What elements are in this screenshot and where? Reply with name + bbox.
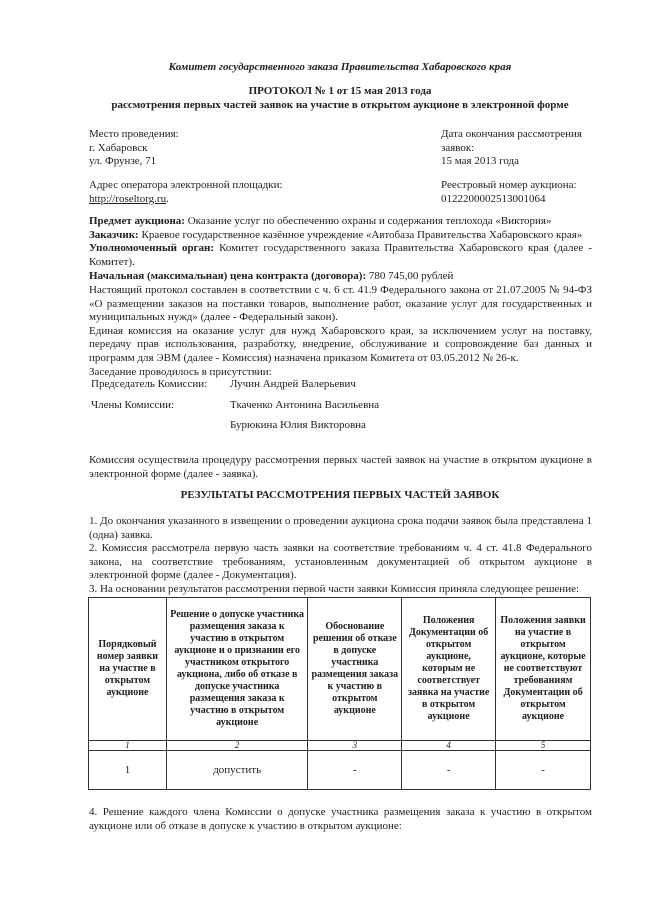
results-list	[89, 515, 592, 597]
operator-suffix: .	[166, 192, 169, 205]
column-number-row	[89, 741, 591, 751]
member-name: Ткаченко Антонина Васильевна	[230, 399, 380, 411]
table-cell: -	[402, 751, 496, 790]
place-street: ул. Фрунзе, 71	[89, 155, 157, 168]
result-item-3: 3. На основании результатов рассмотрения первой части заявки Комиссия приняла следующее решение:	[89, 582, 580, 595]
procedure-paragraph: Комиссия осуществила процедуру рассмотрения первых частей заявок на участие в открытом аукционе в электронной форме (далее - заявка).	[89, 454, 592, 480]
registry-label: Реестровый номер аукциона:	[441, 179, 577, 191]
registry-number: 0122200002513001064	[441, 192, 546, 205]
end-date-block	[441, 128, 582, 169]
attendance-label: Заседание проводилось в присутствии:	[89, 365, 272, 378]
operator-label: Адрес оператора электронной площадки:	[89, 179, 283, 191]
operator-link[interactable]: http://roseltorg.ru	[89, 192, 167, 205]
registry-block	[441, 179, 577, 206]
details-block	[89, 215, 592, 379]
column-number: 3	[308, 741, 402, 751]
chair-label: Председатель Комиссии:	[91, 378, 208, 390]
column-header: Обоснование решения об отказе в допуске участника размещения заказа к участию в открытом аукционе	[308, 598, 402, 741]
column-number: 1	[89, 741, 167, 751]
members-label: Члены Комиссии:	[91, 399, 175, 411]
result-item-1: 1. До окончания указанного в извещении о проведении аукциона срока подачи заявок была представлена 1 (одна) заявка.	[89, 515, 592, 541]
authority: Уполномоченный орган: Комитет государственного заказа Правительства Хабаровского края (далее - Комитет).	[89, 242, 592, 268]
organization-header: Комитет государственного заказа Правительства Хабаровского края	[168, 61, 512, 73]
customer: Заказчик: Краевое государственное казённое учреждение «Автобаза Правительства Хабаровского края»	[89, 228, 583, 241]
place-block	[89, 128, 179, 169]
protocol-subtitle: рассмотрения первых частей заявок на участие в открытом аукционе в электронной форме	[111, 99, 569, 111]
table-cell: -	[496, 751, 591, 790]
end-date-label-2: заявок:	[441, 141, 475, 154]
subject: Предмет аукциона: Оказание услуг по обеспечению охраны и содержания теплохода «Виктория»	[89, 215, 552, 227]
member-name: Бурюкина Юлия Викторовна	[230, 419, 366, 431]
table-cell: -	[308, 751, 402, 790]
price: Начальная (максимальная) цена контракта (договора): 780 745,00 рублей	[89, 270, 454, 283]
result-item-4: 4. Решение каждого члена Комиссии о допуске участника размещения заказа к участию в открытом аукционе или об отказе в допуске к участию в открытом аукционе:	[89, 806, 592, 832]
place-label: Место проведения:	[89, 128, 179, 140]
column-header: Положения Документации об открытом аукционе, которым не соответствует заявка на участие в открытом аукционе	[402, 598, 496, 741]
basis-paragraph: Настоящий протокол составлен в соответствии с ч. 6 ст. 41.9 Федерального закона от 21.07.2005 № 94-ФЗ «О размещении заказов на поставки товаров, выполнение работ, оказание услуг для государственных и муниципальных нужд» (далее - Федеральный закон).	[89, 283, 592, 324]
decision-table	[88, 597, 591, 790]
results-heading: РЕЗУЛЬТАТЫ РАССМОТРЕНИЯ ПЕРВЫХ ЧАСТЕЙ ЗАЯВОК	[180, 489, 500, 501]
chair-name: Лучин Андрей Валерьевич	[230, 378, 356, 390]
column-header: Решение о допуске участника размещения заказа к участию в открытом аукционе и о признании его участником открытого аукциона, либо об отказе в допуске участника размещения заказа к участию в открытом аукционе	[166, 598, 308, 741]
column-number: 5	[496, 741, 591, 751]
table-row	[89, 751, 591, 790]
column-header: Порядковый номер заявки на участие в открытом аукционе	[89, 598, 167, 741]
column-number: 4	[402, 741, 496, 751]
end-date-label: Дата окончания рассмотрения	[441, 128, 582, 140]
protocol-title: ПРОТОКОЛ № 1 от 15 мая 2013 года	[248, 85, 432, 97]
end-date: 15 мая 2013 года	[441, 155, 519, 168]
column-number: 2	[166, 741, 308, 751]
table-cell: допустить	[166, 751, 308, 790]
commission-paragraph: Единая комиссия на оказание услуг для нужд Хабаровского края, за исключением услуг на поставку, передачу прав использования, разработку, внедрение, обслуживание и сопровождение баз данных и программ для ЭВМ (далее - Комиссия) назначена приказом Комитета от 03.05.2012 № 26-к.	[89, 324, 592, 364]
table-cell: 1	[89, 751, 167, 790]
column-header: Положения заявки на участие в открытом аукционе, которые не соответствуют требованиям Документации об открытом аукционе	[496, 598, 591, 741]
result-item-2: 2. Комиссия рассмотрела первую часть заявки на соответствие требованиям ч. 4 ст. 41.8 Федерального закона, на соответствие требованиям, установленным документацией об открытом аукционе в электронной форме (далее - Документация).	[89, 542, 592, 582]
place-city: г. Хабаровск	[89, 141, 148, 154]
operator-block	[89, 179, 283, 206]
